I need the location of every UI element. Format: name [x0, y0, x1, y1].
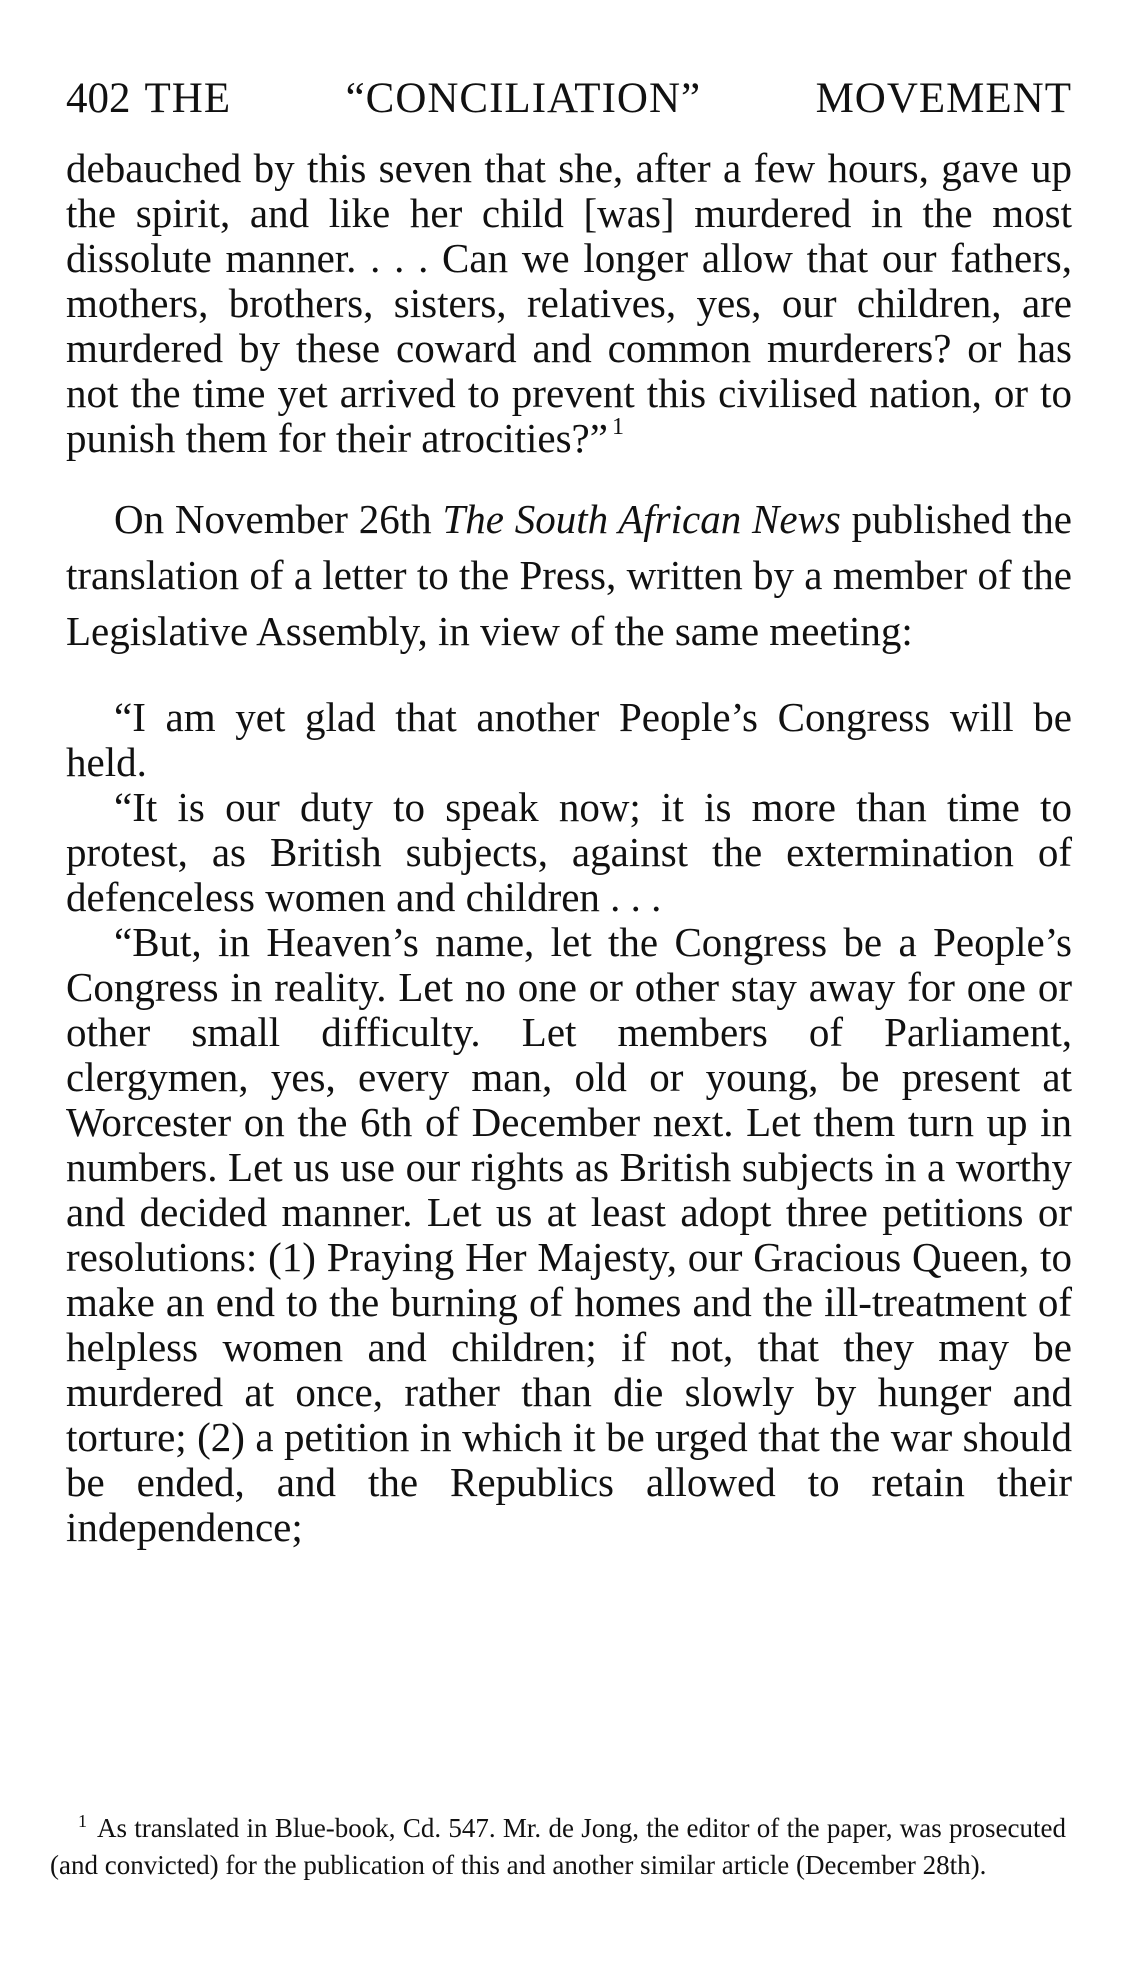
paragraph-letter-3: “But, in Heaven’s name, let the Congress be a People’s Congress in reality. Let no one or other stay away for one or other small difficulty. Let members of Parliament, clergymen, yes, every man, old or young, be present at Worcester on the 6th of December next. Let them turn up in numbers. Let us use our rights as British subjects in a worthy and decided manner. Let us at least adopt three petitions or resolutions: (1) Praying Her Majesty, our Gracious Queen, to make an end to the burning of homes and the ill-treatment of helpless women and children; if not, that they may be murdered at once, rather than die slowly by hunger and torture; (2) a petition in which it be urged that the war should be ended, and the Republics allowed to retain their independence;	[66, 919, 1072, 1550]
running-title	[145, 74, 1073, 123]
page-number: 402	[66, 75, 131, 122]
running-header	[66, 74, 1072, 123]
running-title-word: MOVEMENT	[815, 75, 1072, 122]
paragraph-text: debauched by this seven that she, after a few hours, gave up the spirit, and like her child [was] murdered in the most dissolute manner. . . . Can we longer allow that our fathers, mothers, brothers, sisters, relatives, yes, our children, are murdered by these coward and common murderers? or has not the time yet arrived to prevent this civilised nation, or to punish them for their atrocities?”	[66, 145, 1072, 461]
paragraph-quote-continuation	[66, 146, 1072, 461]
paragraph-letter-1: “I am yet glad that another People’s Congress will be held.	[66, 694, 1072, 785]
main-text	[66, 146, 1072, 1550]
newspaper-title: The South African News	[442, 496, 841, 542]
running-title-word: “CONCILIATION”	[345, 75, 702, 122]
paragraph-narrative	[66, 491, 1072, 659]
footnote-text: As translated in Blue-book, Cd. 547. Mr. de Jong, the editor of the paper, was prosecuted (and convicted) for the publication of this and another similar article (December 28th).	[50, 1813, 1066, 1880]
footnote-mark: 1	[78, 1811, 87, 1831]
footnote	[50, 1810, 1066, 1884]
paragraph-text: On November 26th	[114, 496, 443, 542]
running-title-word: THE	[144, 75, 232, 122]
paragraph-text: published the translation of a letter to the Press, written by a member of the Legislative Assembly, in view of the same meeting:	[66, 496, 1072, 654]
footnote-reference: 1	[611, 414, 624, 440]
paragraph-letter-2: “It is our duty to speak now; it is more than time to protest, as British subjects, against the extermination of defenceless women and children . . .	[66, 784, 1072, 920]
